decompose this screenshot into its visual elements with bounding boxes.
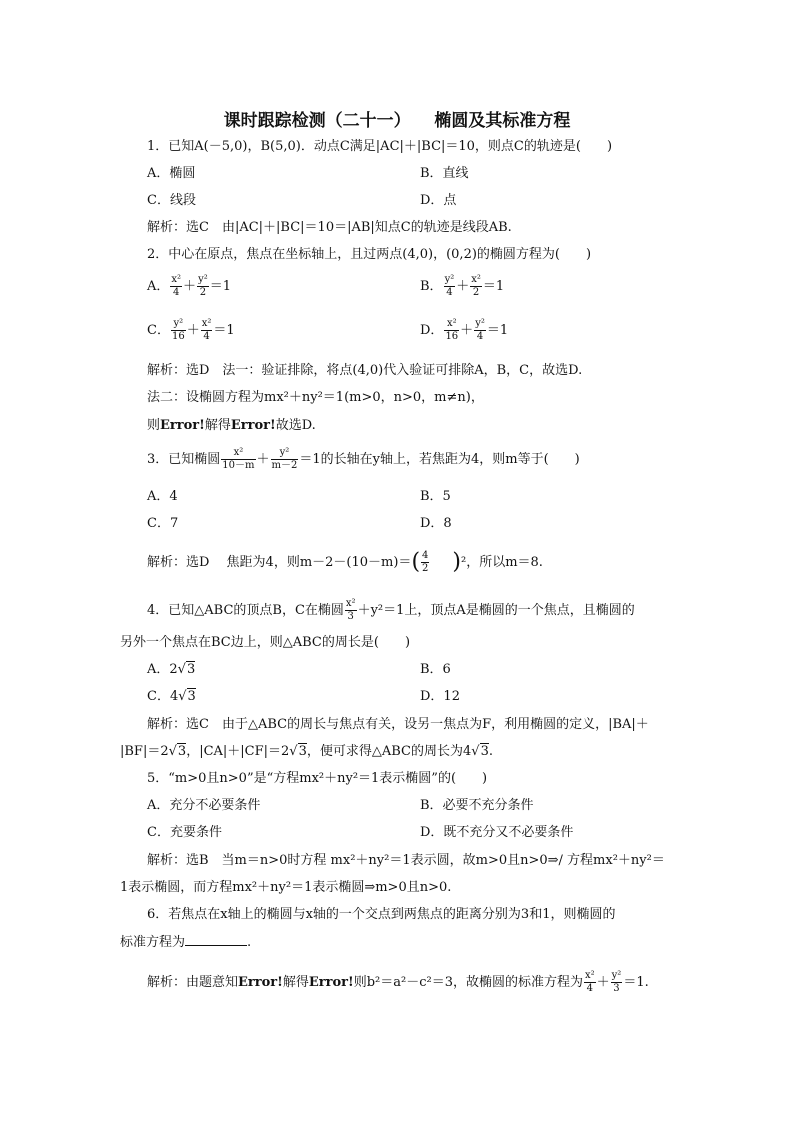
- q1-option-c: C．线段: [147, 193, 196, 208]
- question-5: 5．“m>0且n>0”是“方程mx²＋ny²＝1表示椭圆”的( ): [147, 771, 488, 786]
- q3-option-b: B．5: [420, 489, 451, 504]
- fraction: $\frac{\text{x²}}{4}$: [584, 970, 595, 994]
- fraction: $\frac{4}{2}$: [422, 550, 429, 574]
- question-3: 3．已知椭圆 $\frac{\text{x²}}{10-m}$ ＋ $\frac{\text{y²}}{m-2}$ ＝1的长轴在y轴上，若焦距为4，则m等于( ): [147, 447, 580, 471]
- fraction: $\frac{\text{y²}}{m-2}$: [271, 447, 298, 471]
- error-text: Error!: [238, 975, 283, 990]
- error-text: Error!: [160, 418, 205, 433]
- answer-blank: [185, 933, 247, 946]
- question-4-line-2: 另外一个焦点在BC边上，则△ABC的周长是( ): [120, 635, 411, 650]
- page-title: 课时跟踪检测（二十一） 椭圆及其标准方程: [223, 111, 571, 131]
- fraction: $\frac{\text{x²}}{3}$: [345, 598, 356, 622]
- error-text: Error!: [308, 975, 354, 990]
- q4-option-b: B．6: [420, 662, 451, 677]
- error-text: Error!: [230, 418, 276, 433]
- fraction: $\frac{\text{y²}}{16}$: [171, 318, 185, 342]
- q4-solution-1: 解析：选C 由于△ABC的周长与焦点有关，设另一焦点为F，利用椭圆的定义，|BA|＋: [147, 717, 649, 732]
- q2-option-c: C． $\frac{\text{y²}}{16}$ ＋ $\frac{\text{x²}}{4}$ ＝1: [147, 318, 235, 342]
- fraction: $\frac{\text{x²}}{10-m}$: [222, 447, 255, 471]
- q1-solution: 解析：选C 由|AC|＋|BC|＝10＝|AB|知点C的轨迹是线段AB.: [147, 220, 512, 235]
- q5-option-d: D．既不充分又不必要条件: [420, 825, 574, 840]
- option-label: C．: [147, 323, 170, 338]
- q4-option-d: D．12: [420, 689, 460, 704]
- q3-option-d: D．8: [420, 516, 452, 531]
- question-1: 1．已知A(－5,0)，B(5,0)．动点C满足|AC|＋|BC|＝10，则点C的轨迹是( ): [147, 139, 613, 154]
- q2-option-a: A． $\frac{\text{x²}}{4}$ ＋ $\frac{\text{y²}}{2}$ ＝1: [147, 274, 232, 298]
- option-label: A．: [147, 279, 170, 294]
- q4-solution-2: |BF|＝2√3，|CA|＋|CF|＝2√3，便可求得△ABC的周长为4√3.: [120, 744, 493, 759]
- q6-solution: 解析：由题意知Error!解得Error!则b²＝a²－c²＝3，故椭圆的标准方程为 $\frac{\text{x²}}{4}$ ＋ $\frac{\text{y²}}{3}$ ＝1.: [147, 970, 649, 994]
- q5-solution-2: 1表示椭圆，而方程mx²＋ny²＝1表示椭圆⇒m>0且n>0.: [120, 880, 452, 895]
- q5-option-c: C．充要条件: [147, 825, 222, 840]
- q1-option-b: B．直线: [420, 166, 469, 181]
- q1-option-d: D．点: [420, 193, 457, 208]
- question-6-line-2: 标准方程为 .: [120, 935, 252, 950]
- fraction: $\frac{\text{x²}}{4}$: [171, 274, 182, 298]
- q3-option-a: A．4: [147, 489, 178, 504]
- q2-solution-1: 解析：选D 法一：验证排除，将点(4,0)代入验证可排除A，B，C，故选D.: [147, 363, 583, 378]
- q2-solution-2: 法二：设椭圆方程为mx²＋ny²＝1(m>0，n>0，m≠n)，: [147, 390, 484, 405]
- q2-solution-3: 则Error!解得Error!故选D.: [147, 418, 316, 433]
- fraction: $\frac{\text{x²}}{2}$: [471, 274, 481, 298]
- q3-solution: 解析：选D 焦距为4，则m－2－(10－m)＝( $\frac{4}{2}$ )²，所以m＝8.: [147, 549, 543, 575]
- q5-option-a: A．充分不必要条件: [147, 798, 261, 813]
- q4-option-c: C．4√3: [147, 689, 196, 704]
- fraction: $\frac{\text{y²}}{2}$: [198, 274, 208, 298]
- q4-option-a: A．2√3: [147, 662, 196, 677]
- option-label: B．: [420, 279, 443, 294]
- q3-option-c: C．7: [147, 516, 179, 531]
- question-6-line-1: 6．若焦点在x轴上的椭圆与x轴的一个交点到两焦点的距离分别为3和1，则椭圆的: [147, 907, 616, 922]
- q2-option-d: D． $\frac{\text{x²}}{16}$ ＋ $\frac{\text{y²}}{4}$ ＝1: [420, 318, 509, 342]
- question-4-line-1: 4．已知△ABC的顶点B，C在椭圆 $\frac{\text{x²}}{3}$ ＋y²＝1上，顶点A是椭圆的一个焦点，且椭圆的: [147, 598, 635, 622]
- question-2: 2．中心在原点，焦点在坐标轴上，且过两点(4,0)，(0,2)的椭圆方程为( ): [147, 247, 592, 262]
- q2-option-b: B． $\frac{\text{y²}}{4}$ ＋ $\frac{\text{x²}}{2}$ ＝1: [420, 274, 505, 298]
- option-label: D．: [420, 323, 444, 338]
- fraction: $\frac{\text{y²}}{4}$: [475, 318, 485, 342]
- fraction: $\frac{\text{x²}}{16}$: [445, 318, 459, 342]
- fraction: $\frac{\text{x²}}{4}$: [201, 318, 212, 342]
- fraction: $\frac{\text{y²}}{4}$: [444, 274, 455, 298]
- q5-option-b: B．必要不充分条件: [420, 798, 534, 813]
- q1-option-a: A．椭圆: [147, 166, 196, 181]
- fraction: $\frac{\text{y²}}{3}$: [611, 970, 622, 994]
- q5-solution-1: 解析：选B 当m＝n>0时方程 mx²＋ny²＝1表示圆，故m>0且n>0⇒/ 方程mx²＋ny²＝: [147, 853, 665, 868]
